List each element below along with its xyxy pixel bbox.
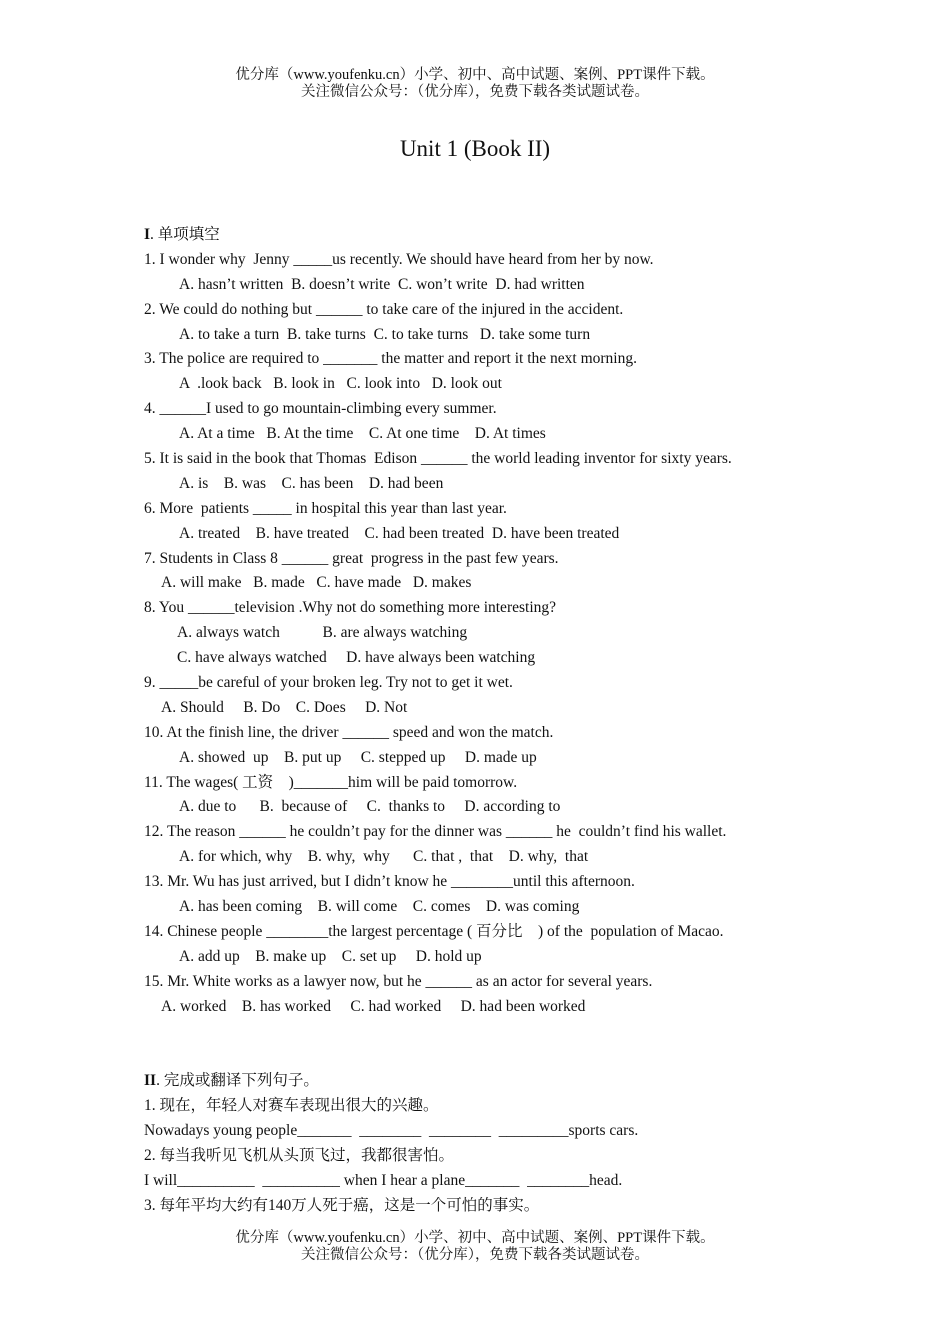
question-14: 14. Chinese people ________the largest percentage ( 百分比 ) of the population of Macao. bbox=[144, 922, 724, 940]
question-9-options: A. Should B. Do C. Does D. Not bbox=[161, 698, 408, 716]
header-line-2: 关注微信公众号：（优分库），免费下载各类试题试卷。 bbox=[301, 84, 649, 100]
section-1-number: I bbox=[144, 226, 151, 243]
section-gap bbox=[144, 1020, 844, 1070]
question-12-options: A. for which, why B. why, why C. that , that D. why, that bbox=[179, 848, 589, 866]
question-7-options: A. will make B. made C. have made D. makes bbox=[161, 574, 472, 592]
translation-1-chinese: 1. 现在，年轻人对赛车表现出很大的兴趣。 bbox=[144, 1097, 439, 1115]
question-10: 10. At the finish line, the driver ______ speed and won the match. bbox=[144, 723, 554, 741]
footer-line-1: 优分库（www.youfenku.cn）小学、初中、高中试题、案例、PPT课件下载。 bbox=[235, 1230, 715, 1246]
question-1: 1. I wonder why Jenny _____us recently. We should have heard from her by now. bbox=[144, 250, 654, 268]
question-11: 11. The wages( 工资 )_______him will be paid tomorrow. bbox=[144, 773, 518, 791]
question-7: 7. Students in Class 8 ______ great progress in the past few years. bbox=[144, 549, 559, 567]
translation-2-chinese: 2. 每当我听见飞机从头顶飞过，我都很害怕。 bbox=[144, 1146, 455, 1164]
question-11-options: A. due to B. because of C. thanks to D. according to bbox=[179, 798, 561, 816]
section-1-title: . 单项填空 bbox=[150, 226, 220, 243]
question-15-options: A. worked B. has worked C. had worked D. had been worked bbox=[161, 997, 586, 1015]
question-6: 6. More patients _____ in hospital this year than last year. bbox=[144, 499, 507, 517]
question-8-options-c-d: C. have always watched D. have always been watching bbox=[177, 649, 536, 667]
question-4-options: A. At a time B. At the time C. At one time D. At times bbox=[179, 425, 546, 443]
page-title: Unit 1 (Book II) bbox=[399, 136, 551, 161]
question-3: 3. The police are required to _______ the matter and report it the next morning. bbox=[144, 350, 637, 368]
question-13: 13. Mr. Wu has just arrived, but I didn’t know he ________until this afternoon. bbox=[144, 873, 635, 891]
question-4: 4. ______I used to go mountain-climbing every summer. bbox=[144, 400, 497, 418]
question-9: 9. _____be careful of your broken leg. Try not to get it wet. bbox=[144, 674, 513, 692]
section-2-number: II bbox=[144, 1072, 157, 1090]
question-8-options-a-b: A. always watch B. are always watching bbox=[177, 624, 468, 642]
question-15: 15. Mr. White works as a lawyer now, but he ______ as an actor for several years. bbox=[144, 972, 653, 990]
question-10-options: A. showed up B. put up C. stepped up D. made up bbox=[179, 748, 537, 766]
translation-3-chinese: 3. 每年平均大约有140万人死于癌，这是一个可怕的事实。 bbox=[144, 1196, 540, 1214]
page-header bbox=[0, 67, 950, 101]
question-12: 12. The reason ______ he couldn’t pay for the dinner was ______ he couldn’t find his wallet. bbox=[144, 823, 727, 841]
question-14-options: A. add up B. make up C. set up D. hold up bbox=[179, 947, 482, 965]
section-2-title: . 完成或翻译下列句子。 bbox=[156, 1072, 319, 1090]
translation-2-english: I will__________ __________ when I hear a plane_______ ________head. bbox=[144, 1171, 623, 1189]
question-1-options: A. hasn’t written B. doesn’t write C. won’t write D. had written bbox=[179, 275, 585, 293]
document-body bbox=[144, 223, 844, 1219]
question-13-options: A. has been coming B. will come C. comes D. was coming bbox=[179, 898, 580, 916]
translation-1-english: Nowadays young people_______ ________ ________ _________sports cars. bbox=[144, 1122, 639, 1140]
question-2: 2. We could do nothing but ______ to take care of the injured in the accident. bbox=[144, 300, 624, 318]
footer-line-2: 关注微信公众号：（优分库），免费下载各类试题试卷。 bbox=[301, 1247, 649, 1263]
page-footer bbox=[0, 1230, 950, 1264]
question-2-options: A. to take a turn B. take turns C. to take turns D. take some turn bbox=[179, 325, 591, 343]
header-line-1: 优分库（www.youfenku.cn）小学、初中、高中试题、案例、PPT课件下载。 bbox=[235, 67, 715, 83]
question-5: 5. It is said in the book that Thomas Edison ______ the world leading inventor for sixty years. bbox=[144, 450, 732, 468]
question-8: 8. You ______television .Why not do something more interesting? bbox=[144, 599, 557, 617]
question-5-options: A. is B. was C. has been D. had been bbox=[179, 474, 444, 492]
section-1-heading bbox=[144, 223, 844, 248]
question-6-options: A. treated B. have treated C. had been treated D. have been treated bbox=[179, 524, 620, 542]
question-3-options: A .look back B. look in C. look into D. look out bbox=[179, 375, 502, 393]
section-2-heading bbox=[144, 1069, 844, 1094]
